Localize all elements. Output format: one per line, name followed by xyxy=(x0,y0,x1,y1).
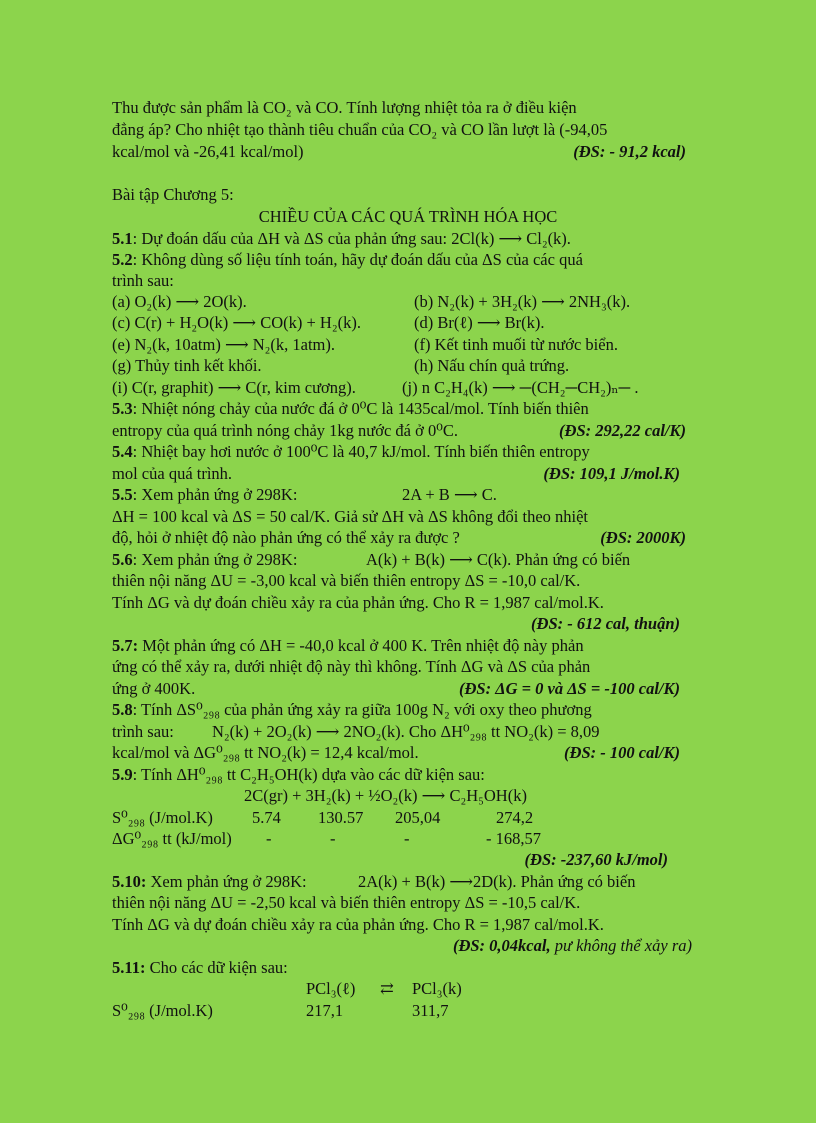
reaction-5-6: A(k) + B(k) ⟶ C(k). Phản ứng có biến xyxy=(366,550,631,569)
gibbs-label: ΔG⁰₂₉₈ tt (kJ/mol) xyxy=(112,829,232,848)
reaction-5-5: 2A + B ⟶ C. xyxy=(402,485,497,504)
item-g: (g) Thủy tinh kết khối. xyxy=(112,356,262,375)
problem-5-7-line-3: ứng ở 400K. xyxy=(112,679,196,698)
problem-number: 5.7: xyxy=(112,636,139,655)
gibbs-value: - 168,57 xyxy=(486,829,541,848)
problem-text: : Nhiệt bay hơi nước ở 100⁰C là 40,7 kJ/mol. Tính biến thiên entropy xyxy=(132,442,590,461)
entropy-liquid: 217,1 xyxy=(306,1001,344,1020)
answer-5-4: (ĐS: 109,1 J/mol.K) xyxy=(543,464,680,483)
problem-5-8-line-3: kcal/mol và ΔG⁰₂₉₈ tt NO₂(k) = 12,4 kcal/mol. xyxy=(112,743,419,762)
problem-text: : Xem phản ứng ở 298K: xyxy=(132,550,298,569)
item-a: (a) O₂(k) ⟶ 2O(k). xyxy=(112,292,247,311)
problem-text: : Không dùng số liệu tính toán, hãy dự đoán dấu của ΔS của các quá xyxy=(132,250,583,269)
problem-text: Cho các dữ kiện sau: xyxy=(145,958,288,977)
problem-5-6-line-3: Tính ΔG và dự đoán chiều xảy ra của phản ứng. Cho R = 1,987 cal/mol.K. xyxy=(112,593,604,612)
chapter-heading: Bài tập Chương 5: xyxy=(112,185,234,204)
answer-5-10 xyxy=(453,936,692,956)
problem-5-4-line-2: mol của quá trình. xyxy=(112,464,233,483)
problem-5-5-line-2: ΔH = 100 kcal và ΔS = 50 cal/K. Giả sử ΔH và ΔS không đổi theo nhiệt xyxy=(112,507,589,526)
problem-text: Một phản ứng có ΔH = -40,0 kcal ở 400 K. Trên nhiệt độ này phản xyxy=(138,636,584,655)
item-c: (c) C(r) + H₂O(k) ⟶ CO(k) + H₂(k). xyxy=(112,313,361,332)
entropy-label: S⁰₂₉₈ (J/mol.K) xyxy=(112,808,213,827)
problem-5-2-line-1 xyxy=(112,250,583,270)
item-b: (b) N₂(k) + 3H₂(k) ⟶ 2NH₃(k). xyxy=(414,292,631,311)
problem-5-7-line-1 xyxy=(112,636,584,656)
problem-number: 5.5 xyxy=(112,485,133,504)
item-j: (j) n C₂H₄(k) ⟶ ─(CH₂─CH₂)ₙ─ . xyxy=(402,378,639,397)
problem-5-5-line-1 xyxy=(112,485,297,505)
answer-5-3: (ĐS: 292,22 cal/K) xyxy=(559,421,686,440)
intro-line-3: kcal/mol và -26,41 kcal/mol) xyxy=(112,142,304,161)
entropy-gas: 311,7 xyxy=(412,1001,449,1020)
gibbs-value: - xyxy=(404,829,410,848)
item-i: (i) C(r, graphit) ⟶ C(r, kim cương). xyxy=(112,378,356,397)
problem-5-10-line-2: thiên nội năng ΔU = -2,50 kcal và biến thiên entropy ΔS = -10,5 cal/K. xyxy=(112,893,581,912)
problem-text: : Xem phản ứng ở 298K: xyxy=(132,485,298,504)
problem-5-4-line-1 xyxy=(112,442,590,462)
species-liquid: PCl₃(ℓ) xyxy=(306,979,356,998)
problem-5-1 xyxy=(112,229,571,249)
chapter-title: CHIỀU CỦA CÁC QUÁ TRÌNH HÓA HỌC xyxy=(258,207,558,226)
problem-number: 5.6 xyxy=(112,550,133,569)
equilibrium-arrow-icon: ⇄ xyxy=(380,979,394,998)
entropy-value: 5.74 xyxy=(252,808,281,827)
item-h: (h) Nấu chín quả trứng. xyxy=(414,356,570,375)
answer-note: pư không thể xảy ra) xyxy=(550,936,692,955)
problem-5-11-line-1 xyxy=(112,958,288,978)
problem-number: 5.10: xyxy=(112,872,147,891)
problem-5-10-line-3: Tính ΔG và dự đoán chiều xảy ra của phản ứng. Cho R = 1,987 cal/mol.K. xyxy=(112,915,604,934)
problem-5-10-line-1 xyxy=(112,872,307,892)
problem-5-2-line-2: trình sau: xyxy=(112,271,174,290)
answer-5-9: (ĐS: -237,60 kJ/mol) xyxy=(524,850,668,869)
answer-5-8: (ĐS: - 100 cal/K) xyxy=(564,743,680,762)
problem-number: 5.2 xyxy=(112,250,133,269)
problem-5-6-line-2: thiên nội năng ΔU = -3,00 kcal và biến thiên entropy ΔS = -10,0 cal/K. xyxy=(112,571,581,590)
item-f: (f) Kết tinh muối từ nước biển. xyxy=(414,335,618,354)
problem-5-3-line-1 xyxy=(112,399,589,419)
species-gas: PCl₃(k) xyxy=(412,979,462,998)
problem-number: 5.9 xyxy=(112,765,133,784)
problem-number: 5.1 xyxy=(112,229,133,248)
problem-text: : Nhiệt nóng chảy của nước đá ở 0⁰C là 1435cal/mol. Tính biến thiên xyxy=(132,399,589,418)
problem-5-5-line-3: độ, hỏi ở nhiệt độ nào phản ứng có thể xảy ra được ? xyxy=(112,528,460,547)
problem-5-8-line-2a: trình sau: xyxy=(112,722,174,741)
reaction-5-9: 2C(gr) + 3H₂(k) + ½O₂(k) ⟶ C₂H₅OH(k) xyxy=(244,786,527,805)
problem-text: : Dự đoán dấu của ΔH và ΔS của phản ứng sau: 2Cl(k) ⟶ Cl₂(k). xyxy=(132,229,571,248)
entropy-label-5-11: S⁰₂₉₈ (J/mol.K) xyxy=(112,1001,213,1020)
answer-5-5: (ĐS: 2000K) xyxy=(600,528,686,547)
answer-5-6: (ĐS: - 612 cal, thuận) xyxy=(531,614,680,633)
problem-5-8-line-1 xyxy=(112,700,592,720)
problem-5-7-line-2: ứng có thể xảy ra, dưới nhiệt độ này thì không. Tính ΔG và ΔS của phản xyxy=(112,657,591,676)
problem-number: 5.4 xyxy=(112,442,133,461)
intro-line-2: đẳng áp? Cho nhiệt tạo thành tiêu chuẩn của CO₂ và CO lần lượt là (-94,05 xyxy=(112,120,608,139)
problem-text: Xem phản ứng ở 298K: xyxy=(146,872,307,891)
problem-5-6-line-1 xyxy=(112,550,297,570)
item-e: (e) N₂(k, 10atm) ⟶ N₂(k, 1atm). xyxy=(112,335,336,354)
intro-answer: (ĐS: - 91,2 kcal) xyxy=(573,142,686,161)
item-d: (d) Br(ℓ) ⟶ Br(k). xyxy=(414,313,545,332)
problem-5-3-line-2: entropy của quá trình nóng chảy 1kg nước đá ở 0⁰C. xyxy=(112,421,458,440)
reaction-5-10: 2A(k) + B(k) ⟶2D(k). Phản ứng có biến xyxy=(358,872,636,891)
problem-5-8-line-2b: N₂(k) + 2O₂(k) ⟶ 2NO₂(k). Cho ΔH⁰₂₉₈ tt NO₂(k) = 8,09 xyxy=(212,722,600,741)
problem-text: : Tính ΔS⁰₂₉₈ của phản ứng xảy ra giữa 100g N₂ với oxy theo phương xyxy=(132,700,592,719)
answer-5-7: (ĐS: ΔG = 0 và ΔS = -100 cal/K) xyxy=(459,679,680,698)
problem-5-9-line-1 xyxy=(112,765,485,785)
answer-value: (ĐS: 0,04kcal, xyxy=(452,936,551,955)
problem-number: 5.8 xyxy=(112,700,133,719)
entropy-value: 274,2 xyxy=(496,808,534,827)
gibbs-value: - xyxy=(330,829,336,848)
gibbs-value: - xyxy=(266,829,272,848)
problem-number: 5.3 xyxy=(112,399,133,418)
problem-text: : Tính ΔH⁰₂₉₈ tt C₂H₅OH(k) dựa vào các dữ kiện sau: xyxy=(132,765,485,784)
problem-number: 5.11: xyxy=(112,958,146,977)
entropy-value: 130.57 xyxy=(318,808,364,827)
intro-line-1: Thu được sản phẩm là CO₂ và CO. Tính lượng nhiệt tỏa ra ở điều kiện xyxy=(112,98,577,117)
entropy-value: 205,04 xyxy=(395,808,441,827)
